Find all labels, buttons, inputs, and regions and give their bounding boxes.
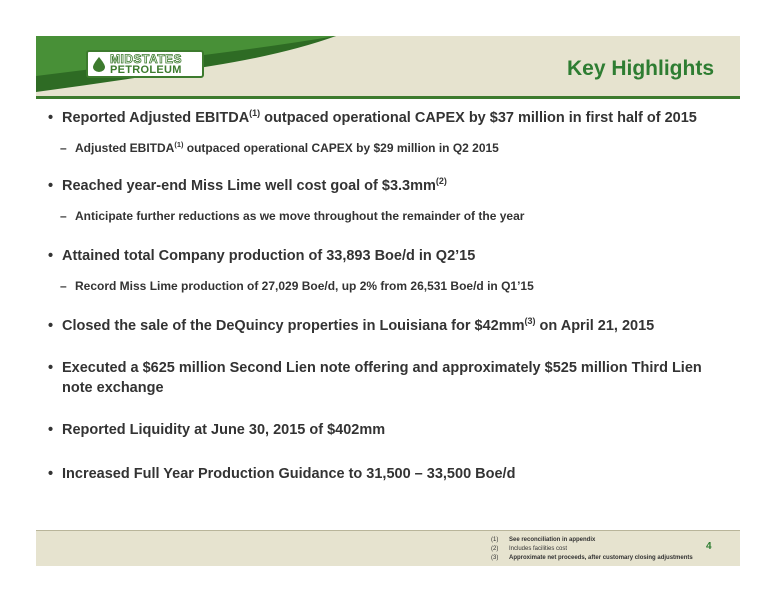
highlight-item <box>48 176 728 224</box>
logo-text-bottom: PETROLEUM <box>110 64 182 76</box>
footer-band <box>36 530 740 566</box>
footnote: (2) Includes facilities cost <box>491 546 568 552</box>
header-divider <box>36 96 740 99</box>
highlight-item <box>48 420 728 440</box>
sub-bullet-text: – Adjusted EBITDA$^{(1)}$ outpaced operational CAPEX by $29 million in Q2 2015 <box>48 140 728 156</box>
bullet-text: • Increased Full Year Production Guidance to 31,500 – 33,500 Boe/d <box>48 464 728 484</box>
highlight-item <box>48 358 728 398</box>
highlight-item <box>48 316 728 336</box>
sub-bullet-text: – Record Miss Lime production of 27,029 Boe/d, up 2% from 26,531 Boe/d in Q1’15 <box>48 278 728 294</box>
logo-text-top: MIDSTATES <box>110 52 183 66</box>
footnote: (1) See reconciliation in appendix <box>491 537 596 543</box>
bullet-text: • Reached year-end Miss Lime well cost goal of $\$3.3mm^{(2)}$ <box>48 176 728 196</box>
slide-title: Key Highlights <box>566 57 714 80</box>
highlight-item <box>48 464 728 484</box>
company-logo <box>86 50 204 78</box>
bullet-text: • Closed the sale of the DeQuincy properties in Louisiana for $\$42mm^{(3)}$ on April 21, 2015 <box>48 316 728 336</box>
highlight-item <box>48 246 728 294</box>
bullet-text: • Reported Adjusted EBITDA$^{(1)}$ outpaced operational CAPEX by $37 million in first half of 2015 <box>48 108 728 128</box>
bullet-text: • Reported Liquidity at June 30, 2015 of $402mm <box>48 420 728 440</box>
footnotes <box>491 536 693 563</box>
footnote: (3) Approximate net proceeds, after customary closing adjustments <box>491 555 693 561</box>
sub-bullet-text: – Anticipate further reductions as we move throughout the remainder of the year <box>48 208 728 224</box>
bullet-text: • Executed a $625 million Second Lien note offering and approximately $525 million Third Lien note exchange <box>48 358 728 398</box>
highlight-item <box>48 108 728 156</box>
highlights-list <box>48 104 728 484</box>
page-number: 4 <box>706 541 712 552</box>
bullet-text: • Attained total Company production of 33,893 Boe/d in Q2’15 <box>48 246 728 266</box>
oil-drop-icon <box>93 57 105 72</box>
